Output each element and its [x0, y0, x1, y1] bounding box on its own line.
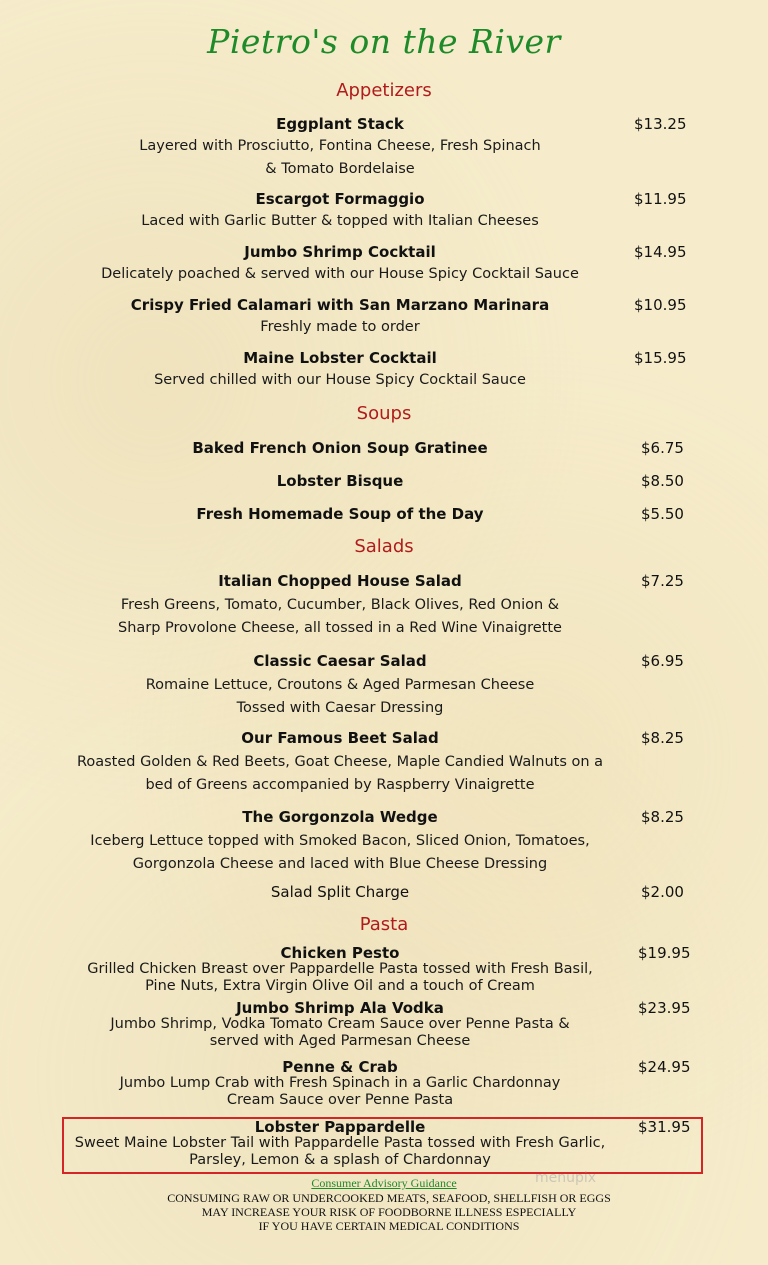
advisory-text [0, 1191, 768, 1233]
item-price: $19.95 [638, 944, 691, 962]
item-description: served with Aged Parmesan Cheese [209, 1033, 471, 1049]
item-name: Maine Lobster Cocktail [243, 349, 437, 367]
item-description: Sharp Provolone Cheese, all tossed in a Red Wine Vinaigrette [118, 620, 562, 636]
item-name: Italian Chopped House Salad [218, 572, 462, 590]
item-description: Delicately poached & served with our House Spicy Cocktail Sauce [101, 266, 579, 282]
item-name: Lobster Pappardelle [254, 1118, 426, 1136]
item-name: Jumbo Shrimp Ala Vodka [236, 999, 444, 1017]
item-name: Our Famous Beet Salad [241, 729, 439, 747]
item-price: $6.75 [641, 439, 684, 457]
section-heading-salads: Salads [354, 536, 414, 557]
advisory-line: IF YOU HAVE CERTAIN MEDICAL CONDITIONS [258, 1219, 520, 1233]
item-price: $8.50 [641, 472, 684, 490]
item-description: Served chilled with our House Spicy Cocktail Sauce [154, 372, 526, 388]
item-price: $5.50 [641, 505, 684, 523]
section-heading-soups: Soups [356, 403, 412, 424]
item-price: $14.95 [634, 243, 687, 261]
watermark: menupix [535, 1170, 597, 1186]
item-description: Jumbo Shrimp, Vodka Tomato Cream Sauce over Penne Pasta & [110, 1016, 570, 1032]
item-description: bed of Greens accompanied by Raspberry Vinaigrette [145, 777, 535, 793]
item-name: Crispy Fried Calamari with San Marzano Marinara [130, 296, 550, 314]
item-name: Eggplant Stack [276, 115, 404, 133]
item-name: Fresh Homemade Soup of the Day [196, 505, 484, 523]
item-price: $2.00 [641, 883, 684, 901]
item-name: Lobster Bisque [276, 472, 404, 490]
item-price: $7.25 [641, 572, 684, 590]
item-description: Jumbo Lump Crab with Fresh Spinach in a Garlic Chardonnay [119, 1075, 561, 1091]
item-name: Classic Caesar Salad [253, 652, 427, 670]
item-price: $8.25 [641, 808, 684, 826]
item-price: $11.95 [634, 190, 687, 208]
advisory-line: CONSUMING RAW OR UNDERCOOKED MEATS, SEAFOOD, SHELLFISH OR EGGS [167, 1191, 611, 1205]
item-description: Sweet Maine Lobster Tail with Pappardelle Pasta tossed with Fresh Garlic, [74, 1135, 606, 1151]
item-description: Fresh Greens, Tomato, Cucumber, Black Olives, Red Onion & [120, 597, 560, 613]
item-name: The Gorgonzola Wedge [242, 808, 438, 826]
item-price: $31.95 [638, 1118, 691, 1136]
item-name: Salad Split Charge [270, 883, 410, 901]
item-description: Layered with Prosciutto, Fontina Cheese, Fresh Spinach [139, 138, 541, 154]
item-price: $24.95 [638, 1058, 691, 1076]
item-name: Chicken Pesto [280, 944, 400, 962]
item-name: Escargot Formaggio [255, 190, 425, 208]
item-description: Roasted Golden & Red Beets, Goat Cheese, Maple Candied Walnuts on a [76, 754, 604, 770]
item-name: Baked French Onion Soup Gratinee [192, 439, 488, 457]
item-description: Grilled Chicken Breast over Pappardelle Pasta tossed with Fresh Basil, [87, 961, 593, 977]
item-description: & Tomato Bordelaise [265, 161, 415, 177]
item-description: Laced with Garlic Butter & topped with Italian Cheeses [141, 213, 539, 229]
item-price: $10.95 [634, 296, 687, 314]
item-price: $6.95 [641, 652, 684, 670]
advisory-title: Consumer Advisory Guidance [311, 1176, 457, 1190]
menu-title: Pietro's on the River [207, 22, 561, 61]
item-description: Pine Nuts, Extra Virgin Olive Oil and a touch of Cream [145, 978, 535, 994]
item-name: Jumbo Shrimp Cocktail [244, 243, 436, 261]
item-description: Gorgonzola Cheese and laced with Blue Cheese Dressing [132, 856, 548, 872]
item-description: Iceberg Lettuce topped with Smoked Bacon, Sliced Onion, Tomatoes, [90, 833, 590, 849]
item-price: $15.95 [634, 349, 687, 367]
item-name: Penne & Crab [282, 1058, 398, 1076]
item-description: Parsley, Lemon & a splash of Chardonnay [189, 1152, 491, 1168]
item-price: $23.95 [638, 999, 691, 1017]
item-price: $8.25 [641, 729, 684, 747]
section-heading-appetizers: Appetizers [336, 80, 432, 101]
item-description: Cream Sauce over Penne Pasta [226, 1092, 454, 1108]
item-price: $13.25 [634, 115, 687, 133]
section-heading-pasta: Pasta [359, 914, 409, 935]
item-description: Tossed with Caesar Dressing [236, 700, 444, 716]
item-description: Freshly made to order [260, 319, 420, 335]
item-description: Romaine Lettuce, Croutons & Aged Parmesan Cheese [145, 677, 535, 693]
advisory-line: MAY INCREASE YOUR RISK OF FOODBORNE ILLNESS ESPECIALLY [201, 1205, 577, 1219]
